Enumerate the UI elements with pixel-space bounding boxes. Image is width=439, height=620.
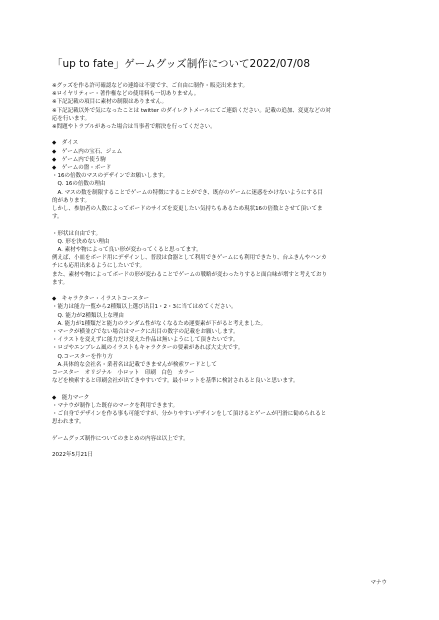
spacer (52, 426, 392, 434)
mark-line: ・マナウが制作した既存のマークを利用できます。 (52, 402, 179, 409)
note-line: ※グッズを作る許可確認などの連絡は不要です、ご自由に制作・販売出来ます。 (52, 83, 248, 89)
shape-section (52, 230, 392, 287)
category-item: ◆ ゲーム内の宝石、ジェム (52, 148, 123, 155)
shape-line: ・形状は自由です。 (52, 230, 102, 237)
character-line: コースター オリジナル 小ロット 印刷 白色 カラー (52, 370, 195, 377)
character-section (52, 295, 392, 385)
shape-line: ます。 (52, 279, 69, 286)
spacer (52, 385, 392, 393)
character-line: ◆ キャラクター・イラストコースター (52, 296, 149, 303)
category-list (52, 139, 392, 172)
note-line: ※下記記載の項目に素材の制限はありません。 (52, 99, 167, 106)
document-body (52, 82, 392, 459)
board-line: 的があります。 (52, 197, 91, 204)
character-line: Q. 能力が2種類以上な理由 (52, 312, 124, 319)
board-line: A. マスの数を制限することでゲームの特徴にすることができ、既存のゲームに迷惑をかけないようにする目 (52, 189, 323, 196)
closing-text: ゲームグッズ制作についてのまとめの内容は以上です。 (52, 435, 189, 442)
shape-line: また、素材や物によってボードの形が変わることでゲームの戦略が変わったりすると面白味が増すと考えており (52, 271, 327, 278)
mark-line: ◆ 能力マーク (52, 394, 90, 401)
note-line: ※ロイヤリティー・著作権などの使用料も一切ありません。 (52, 91, 200, 98)
board-line: す。 (52, 214, 63, 221)
note-line: ※問題やトラブルがあった場合は当事者で解決を行ってください。 (52, 124, 216, 131)
spacer (52, 221, 392, 229)
document-title: 「up to fate」ゲームグッズ制作について2022/07/08 (52, 58, 311, 70)
shape-line: Q. 形を決めない理由 (52, 238, 110, 245)
board-line: しかし、参加者の人数によってボードのサイズを変更したい気持ちもあるため現状16の倍数とさせて頂いてま (52, 206, 323, 213)
character-line: Q.コースターを作り方 (52, 353, 113, 360)
character-line: ・ロゴやエンブレム風のイラストもキャラクターの要素があれば大丈夫です。 (52, 345, 244, 352)
shape-line: 例えば、小皿をボード用にデザインし、普段は食器として利用できゲームにも利用できたり、台ふきんやハンカ (52, 255, 327, 262)
mark-line: 思われます。 (52, 419, 85, 426)
character-line: ・マークが横並びでない場合はマークに出目の数字の記載をお願いします。 (52, 329, 239, 336)
note-line: ※下記記載以外で気になったことは twitter のダイレクトメールにてご連絡ください。記載の追加、変更などの対 (52, 107, 331, 114)
category-item: ◆ ゲームの盤・ボード (52, 165, 112, 172)
category-item: ◆ ダイス (52, 140, 79, 147)
board-line: ・16の倍数のマスのデザインでお願いします。 (52, 173, 169, 180)
character-line: A.具体的な会社名・業者名は記載できませんが検索ワードとして (52, 361, 217, 368)
shape-line: A. 素材や物によって良い形が変わってくると思ってます。 (52, 247, 202, 254)
author-signature: マナウ (370, 580, 387, 586)
spacer (52, 287, 392, 295)
character-line: ・イラストを変えずに能力だけ変えた作品は無いようにして頂きたいです。 (52, 337, 239, 344)
character-line: ・能力は能力一覧から2種類以上選び出目1・2・3に当てはめてください。 (52, 304, 237, 311)
spacer (52, 131, 392, 139)
note-line: 応を行います。 (52, 115, 91, 122)
character-line: などを検索すると印刷会社が出てきやすいです。最小ロットを基準に検討されると良いと思います。 (52, 378, 299, 385)
board-section (52, 172, 392, 221)
character-line: A. 能力が1種類だと能力のランダム性がなくなるため運要素が下がると考えました。 (52, 320, 266, 327)
document-date: 2022年5月21日 (52, 452, 93, 459)
category-item: ◆ ゲーム内で使う駒 (52, 156, 106, 163)
spacer (52, 443, 392, 451)
mark-line: ・ご自身でデザインを作る事も可能ですが、分かりやすいデザインをして頂けるとゲームが円滑に勧められると (52, 411, 327, 418)
shape-line: チにも応用出来るようにしたいです。 (52, 263, 146, 270)
board-line: Q. 16の倍数の理由 (52, 181, 106, 188)
notes-block (52, 82, 392, 131)
mark-section (52, 394, 392, 427)
